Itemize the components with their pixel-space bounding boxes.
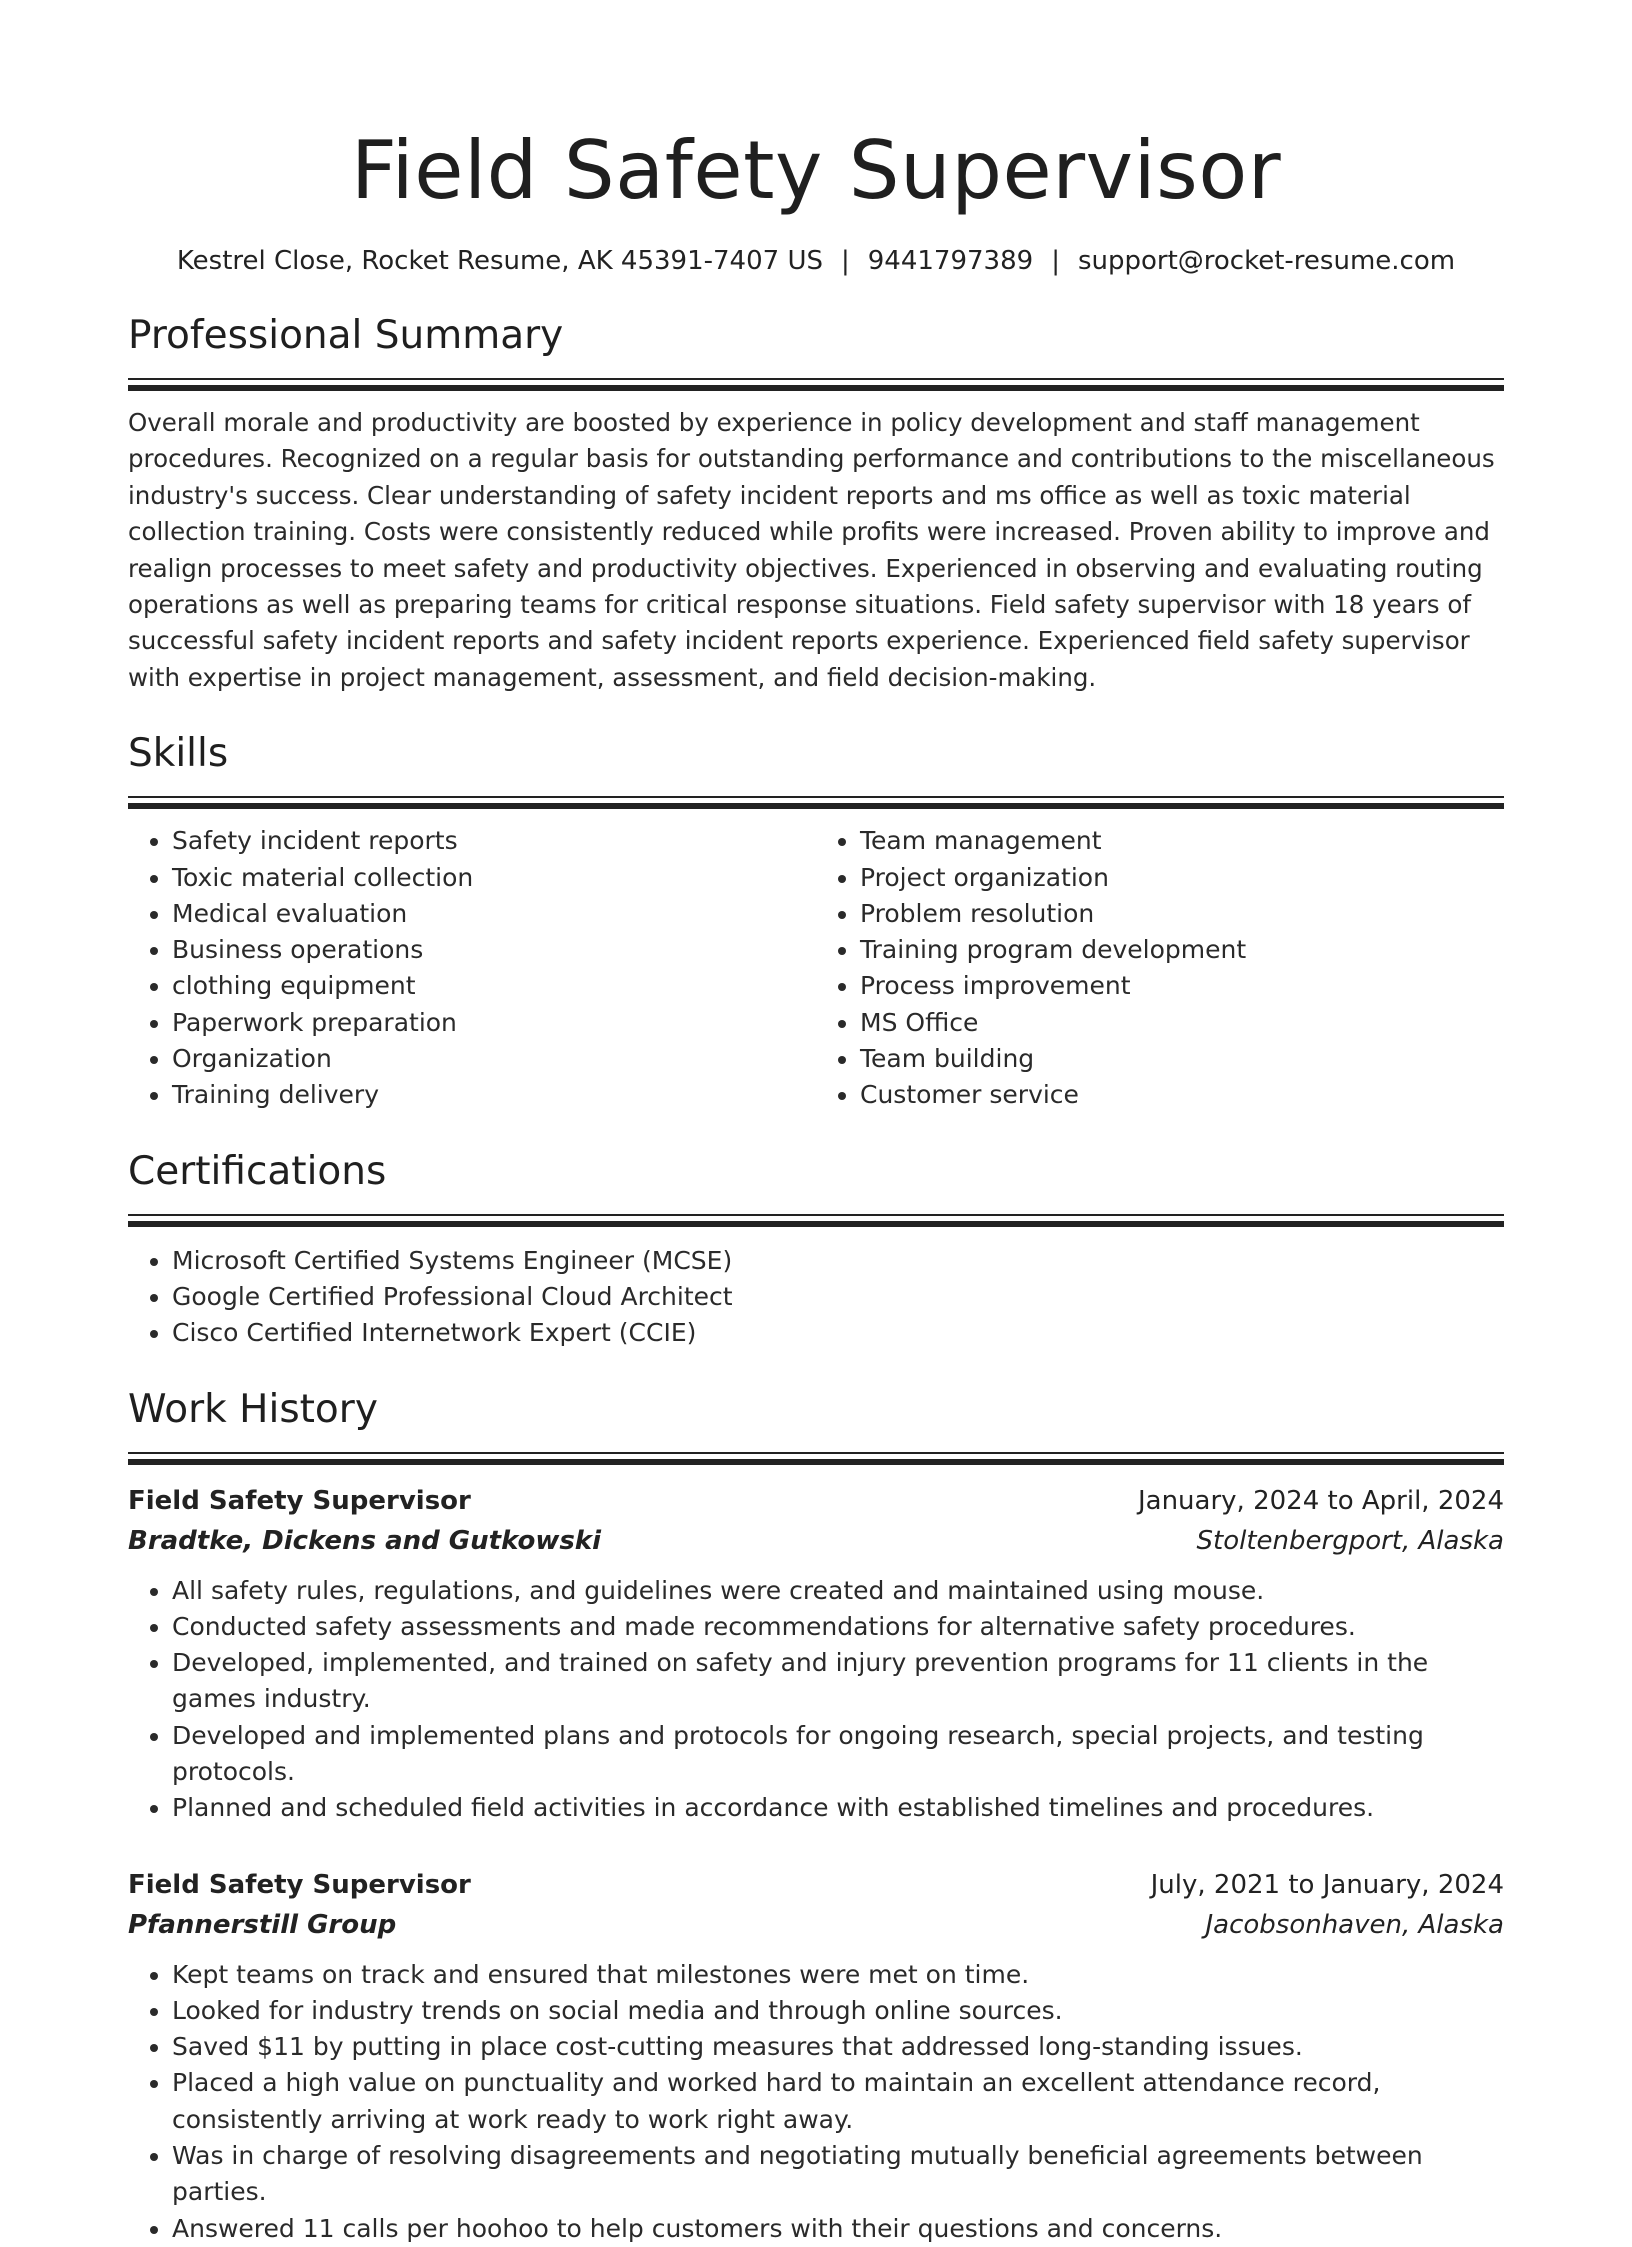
certification-item: • Cisco Certified Internetwork Expert (CCIE): [172, 1315, 1504, 1351]
contact-address: Kestrel Close, Rocket Resume, AK 45391-7407 US: [176, 246, 823, 276]
job-company: Bradtke, Dickens and Gutkowski: [128, 1525, 602, 1556]
job-company: Pfannerstill Group: [128, 1909, 397, 1940]
certifications-section: [128, 1148, 1504, 1352]
job-company-row: [128, 1905, 1504, 1945]
skill-item: • Organization: [172, 1041, 816, 1077]
job-bullet: • Developed, implemented, and trained on safety and injury prevention programs for 11 clients in the games industry.: [172, 1645, 1504, 1718]
skill-item: • Process improvement: [860, 968, 1504, 1004]
job-bullets: [128, 1957, 1504, 2247]
job-entry: [128, 1481, 1504, 1827]
skills-columns: [128, 823, 1504, 1113]
section-rule-thin: [128, 796, 1504, 798]
job-title: Field Safety Supervisor: [128, 1485, 471, 1516]
skills-heading: Skills: [128, 731, 229, 777]
skill-item: • clothing equipment: [172, 968, 816, 1004]
job-bullet: • Planned and scheduled field activities in accordance with established timelines and procedures.: [172, 1790, 1504, 1826]
skill-item: • Project organization: [860, 860, 1504, 896]
job-bullet: • Saved $11 by putting in place cost-cutting measures that addressed long-standing issues.: [172, 2029, 1504, 2065]
work-history-heading: Work History: [128, 1386, 378, 1432]
skills-list-left: [128, 823, 816, 1113]
certifications-heading: Certifications: [128, 1148, 387, 1194]
job-location: Stoltenbergport, Alaska: [1196, 1525, 1504, 1556]
job-header-row: [128, 1481, 1504, 1521]
job-entry: [128, 1865, 1504, 2247]
job-bullet: • Placed a high value on punctuality and worked hard to maintain an excellent attendance record, consistently arriving at work ready to work right away.: [172, 2065, 1504, 2138]
section-rule-thin: [128, 378, 1504, 380]
skill-item: • MS Office: [860, 1005, 1504, 1041]
skill-item: • Training program development: [860, 932, 1504, 968]
contact-separator: |: [841, 246, 850, 276]
job-dates: July, 2021 to January, 2024: [1150, 1869, 1504, 1900]
section-rule-thick: [128, 1459, 1504, 1465]
skill-item: • Medical evaluation: [172, 896, 816, 932]
job-bullet: • Was in charge of resolving disagreements and negotiating mutually beneficial agreements between parties.: [172, 2138, 1504, 2211]
skills-list-right: [816, 823, 1504, 1113]
section-rule-thick: [128, 1221, 1504, 1227]
job-bullet: • Looked for industry trends on social media and through online sources.: [172, 1993, 1504, 2029]
contact-line: [128, 244, 1504, 278]
certifications-list: [128, 1243, 1504, 1352]
section-rule-thin: [128, 1452, 1504, 1454]
contact-phone: 9441797389: [867, 246, 1034, 276]
job-bullet: • Kept teams on track and ensured that milestones were met on time.: [172, 1957, 1504, 1993]
job-location: Jacobsonhaven, Alaska: [1205, 1909, 1504, 1940]
skill-item: • Customer service: [860, 1077, 1504, 1113]
certification-item: • Microsoft Certified Systems Engineer (MCSE): [172, 1243, 1504, 1279]
contact-email: support@rocket-resume.com: [1077, 246, 1456, 276]
contact-separator: |: [1051, 246, 1060, 276]
job-bullet: • Answered 11 calls per hoohoo to help customers with their questions and concerns.: [172, 2211, 1504, 2247]
job-bullets: [128, 1573, 1504, 1827]
skill-item: • Team management: [860, 823, 1504, 859]
section-rule-thin: [128, 1214, 1504, 1216]
skill-item: • Safety incident reports: [172, 823, 816, 859]
job-dates: January, 2024 to April, 2024: [1137, 1485, 1504, 1516]
job-title: Field Safety Supervisor: [128, 1869, 471, 1900]
resume-name: Field Safety Supervisor: [350, 124, 1282, 217]
summary-section: [128, 312, 1504, 696]
certification-item: • Google Certified Professional Cloud Architect: [172, 1279, 1504, 1315]
skill-item: • Toxic material collection: [172, 860, 816, 896]
skill-item: • Business operations: [172, 932, 816, 968]
skills-section: [128, 730, 1504, 1113]
skill-item: • Problem resolution: [860, 896, 1504, 932]
job-header-row: [128, 1865, 1504, 1905]
skill-item: • Paperwork preparation: [172, 1005, 816, 1041]
summary-text: Overall morale and productivity are boosted by experience in policy development and staff management procedures. Recognized on a regular basis for outstanding performance and contributions to the miscellaneous industry's success. Clear understanding of safety incident reports and ms office as well as toxic material collection training. Costs were consistently reduced while profits were increased. Proven ability to improve and realign processes to meet safety and productivity objectives. Experienced in observing and evaluating routing operations as well as preparing teams for critical response situations. Field safety supervisor with 18 years of successful safety incident reports and safety incident reports experience. Experienced field safety supervisor with expertise in project management, assessment, and field decision-making.: [128, 408, 1495, 692]
job-company-row: [128, 1521, 1504, 1561]
section-rule-thick: [128, 385, 1504, 391]
work-history-section: [128, 1386, 1504, 2247]
skill-item: • Training delivery: [172, 1077, 816, 1113]
skill-item: • Team building: [860, 1041, 1504, 1077]
job-bullet: • Developed and implemented plans and protocols for ongoing research, special projects, and testing protocols.: [172, 1718, 1504, 1791]
job-bullet: • Conducted safety assessments and made recommendations for alternative safety procedures.: [172, 1609, 1504, 1645]
summary-heading: Professional Summary: [128, 313, 564, 358]
section-rule-thick: [128, 803, 1504, 809]
job-bullet: • All safety rules, regulations, and guidelines were created and maintained using mouse.: [172, 1573, 1504, 1609]
